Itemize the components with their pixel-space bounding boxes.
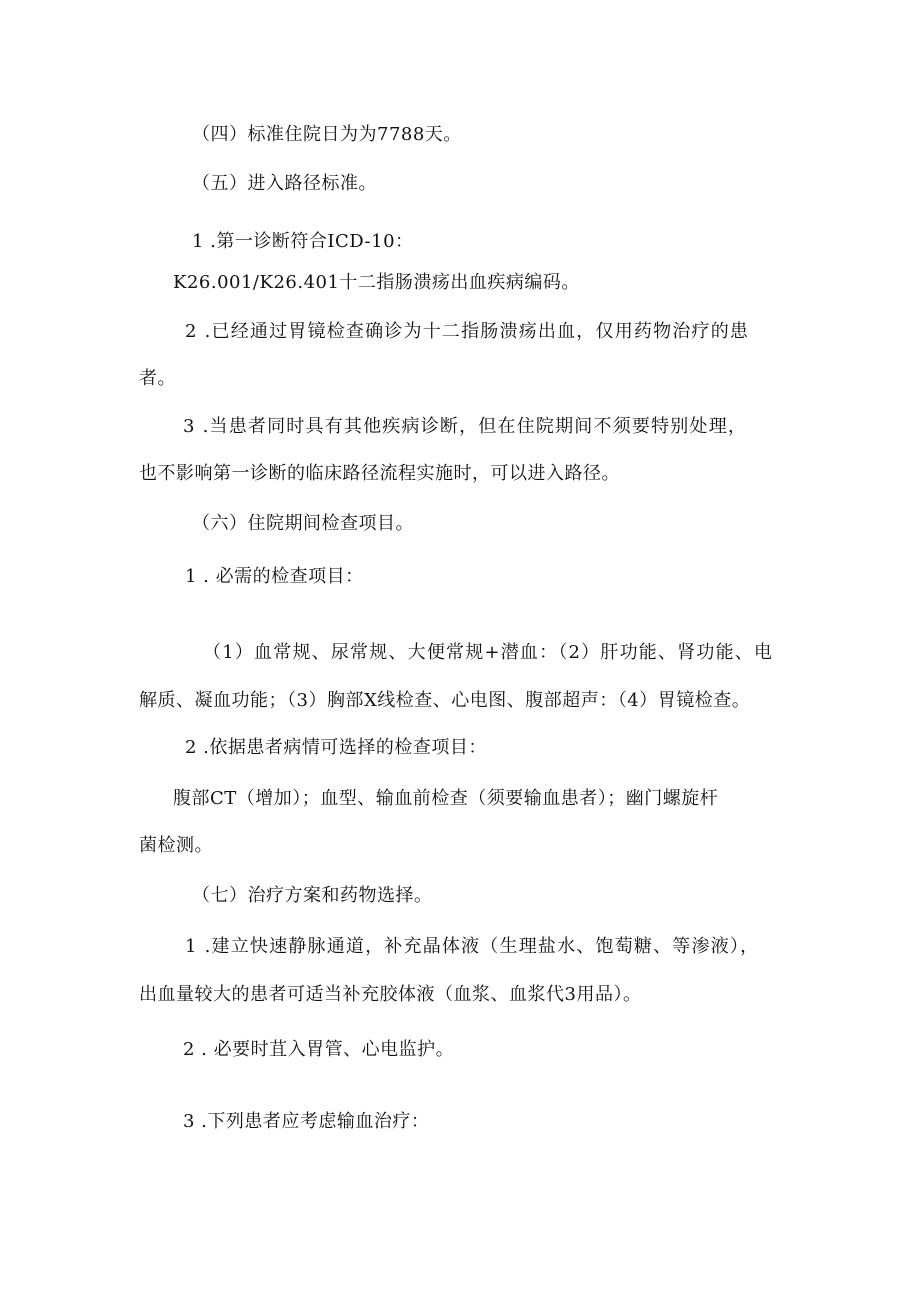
paragraph-7-1-line-2: 出血量较大的患者可适当补充胶体液（血浆、血浆代3用品）。 (139, 984, 642, 1005)
paragraph-5-1: 1 .第一诊断符合ICD-10： (192, 231, 414, 252)
paragraph-6-1-items-line-1: （1）血常规、尿常规、大便常规+潜血：（2）肝功能、肾功能、电 (203, 642, 774, 663)
paragraph-6-1-items-line-2: 解质、凝血功能；（3）胸部X线检查、心电图、腹部超声：（4）胃镜检查。 (139, 690, 751, 711)
paragraph-6-2-items-line-2: 菌检测。 (139, 835, 213, 856)
paragraph-7-2: 2 . 必要时苴入胃管、心电监护。 (183, 1039, 455, 1060)
section-6-heading: （六）住院期间检查项目。 (192, 513, 414, 534)
paragraph-6-1: 1 . 必需的检查项目： (185, 566, 364, 587)
paragraph-7-3: 3 .下列患者应考虑输血治疗： (183, 1111, 430, 1132)
paragraph-5-2-line-1: 2 .已经通过胃镜检查确诊为十二指肠溃疡出血，仅用药物治疗的患 (185, 321, 750, 342)
paragraph-5-3-line-2: 也不影响第一诊断的临床路径流程实施时，可以进入路径。 (139, 463, 620, 484)
paragraph-7-1-line-1: 1 .建立快速静脉通道，补充晶体液（生理盐水、饱萄糖、等渗液）， (185, 936, 760, 957)
section-5-heading: （五）进入路径标准。 (192, 173, 377, 194)
paragraph-5-1-code: K26.001/K26.401十二指肠溃疡出血疾病编码。 (173, 272, 580, 293)
paragraph-5-3-line-1: 3 .当患者同时具有其他疾病诊断，但在住院期间不须要特别处理， (183, 416, 748, 437)
paragraph-5-2-line-2: 者。 (139, 368, 176, 389)
section-4-heading: （四）标准住院日为为7788天。 (192, 124, 462, 145)
section-7-heading: （七）治疗方案和药物选择。 (192, 885, 433, 906)
paragraph-6-2: 2 .依据患者病情可选择的检查项目： (185, 737, 487, 758)
paragraph-6-2-items-line-1: 腹部CT（增加）；血型、输血前检查（须要输血患者）；幽门螺旋杆 (173, 788, 719, 809)
